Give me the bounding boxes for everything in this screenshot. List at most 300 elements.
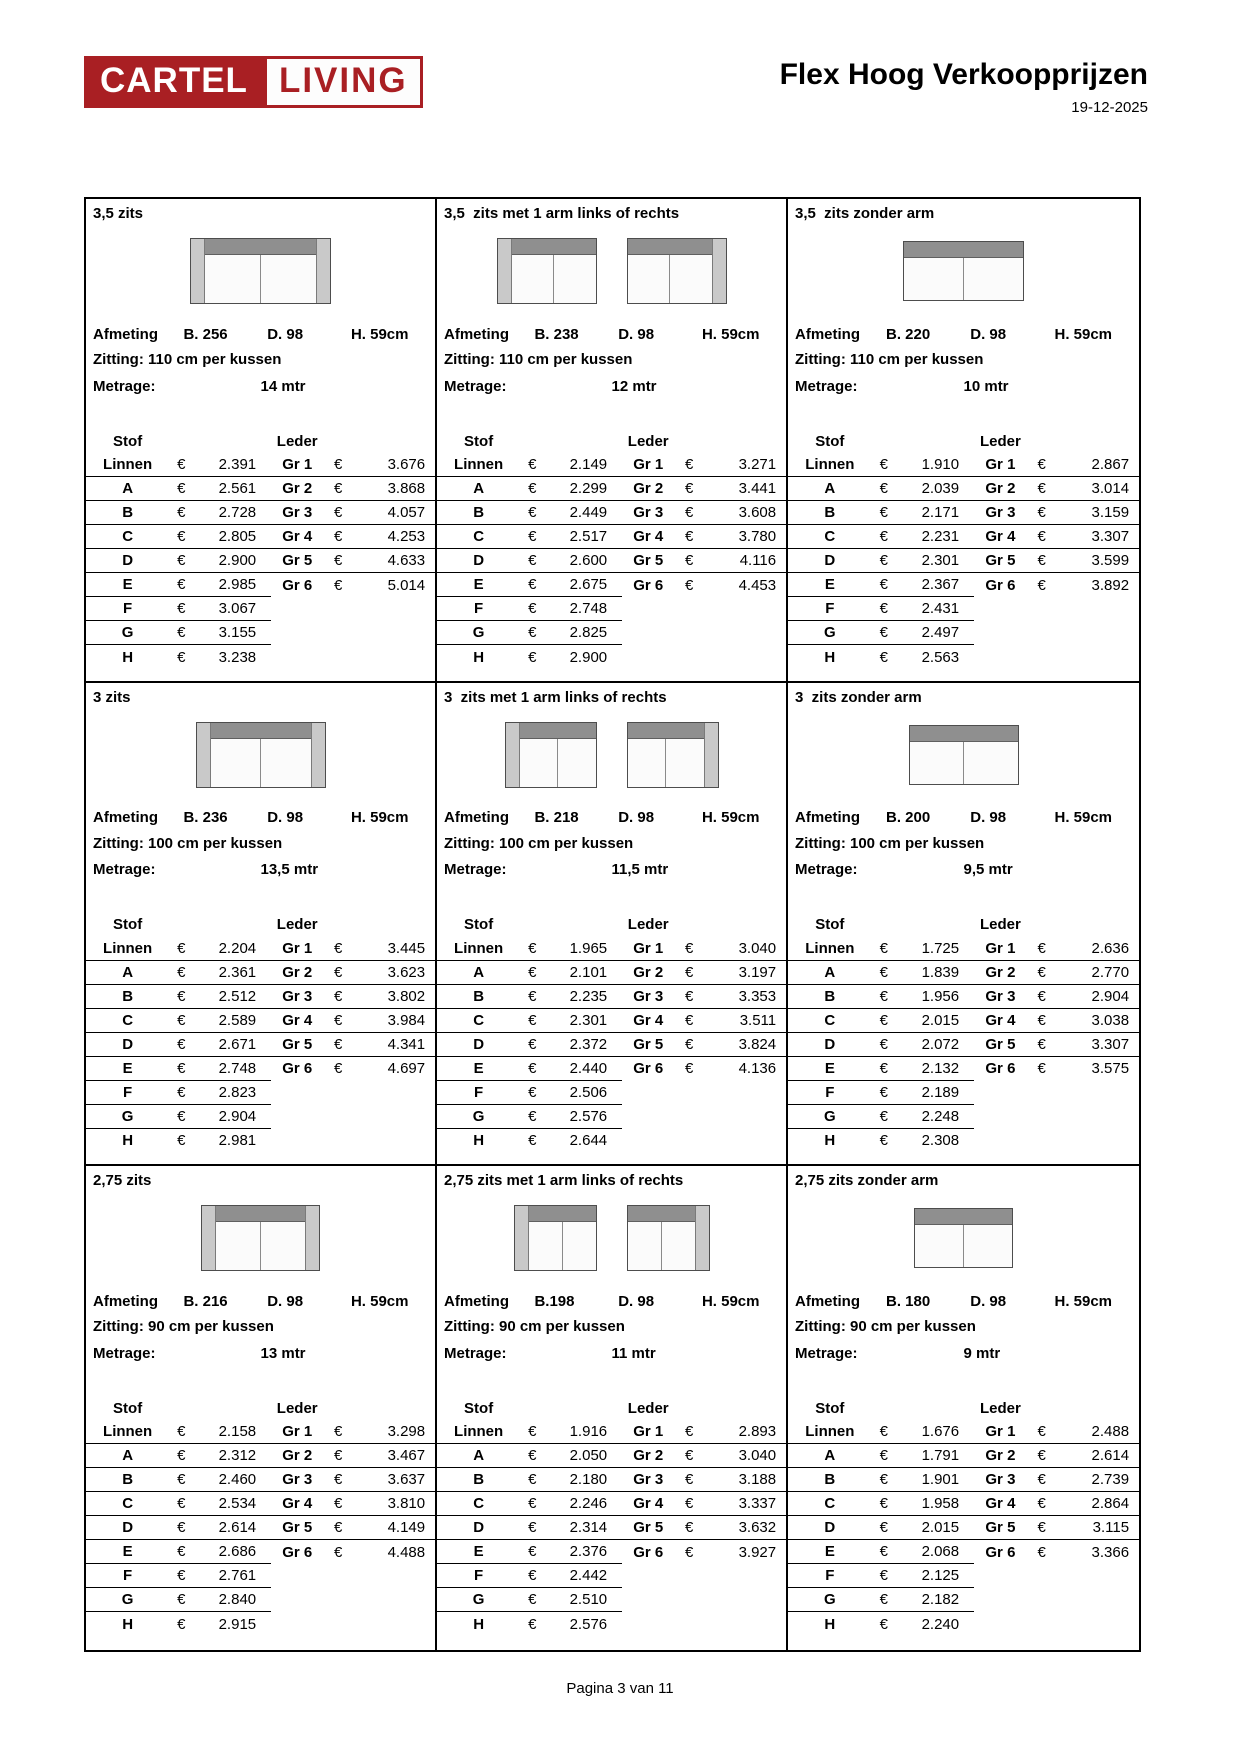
stof-group-label: E <box>473 1059 484 1077</box>
hoogte-value: H. 59cm <box>350 325 409 343</box>
leder-group-label: Gr 6 <box>282 1543 313 1561</box>
metrage-value: 12 mtr <box>611 377 657 395</box>
euro-sign: € <box>1037 1495 1046 1513</box>
stof-price: 2.517 <box>569 528 608 545</box>
stof-group-label: A <box>473 480 485 497</box>
stof-price: 2.563 <box>921 648 960 666</box>
euro-sign: € <box>177 1423 186 1441</box>
stof-column-header: Stof <box>464 432 494 450</box>
dimensions-line <box>788 1288 1139 1314</box>
leder-price: 2.893 <box>738 1423 777 1441</box>
panel-title: 3,5 zits zonder arm <box>795 205 935 222</box>
stof-group-label: D <box>473 1519 485 1537</box>
sofa-arm <box>695 1206 709 1270</box>
euro-sign: € <box>334 1519 343 1537</box>
sofa-cushion <box>563 1222 596 1270</box>
stof-price: 2.915 <box>218 1615 257 1633</box>
leder-price: 3.271 <box>738 456 777 473</box>
stof-group-label: F <box>123 1083 133 1101</box>
sofa-diagram <box>788 1194 1139 1282</box>
leder-group-label: Gr 1 <box>985 1423 1016 1441</box>
euro-sign: € <box>177 528 186 545</box>
leder-price: 3.810 <box>387 1495 426 1513</box>
sofa-shape <box>627 1205 710 1271</box>
stof-price: 2.589 <box>218 1011 257 1029</box>
leder-price: 3.637 <box>387 1471 426 1489</box>
breedte-value: B. 216 <box>183 1292 228 1310</box>
zitting-line: Zitting: 110 cm per kussen <box>444 351 633 368</box>
zitting-line: Zitting: 100 cm per kussen <box>444 834 634 852</box>
euro-sign: € <box>528 528 537 545</box>
dimensions-line <box>86 321 435 347</box>
euro-sign: € <box>334 939 343 957</box>
leder-group-label: Gr 3 <box>985 504 1016 521</box>
stof-group-label: G <box>824 1107 836 1125</box>
euro-sign: € <box>177 1107 186 1125</box>
leder-price: 2.904 <box>1091 987 1130 1005</box>
metrage-value: 11,5 mtr <box>611 861 669 879</box>
price-row <box>437 1516 786 1540</box>
price-row <box>86 1468 435 1492</box>
sofa-shape <box>196 722 326 788</box>
sofa-cushion <box>529 1222 563 1270</box>
stof-group-label: H <box>122 648 134 666</box>
leder-group-label: Gr 6 <box>985 1543 1016 1561</box>
sofa-arm <box>498 239 512 303</box>
afmeting-label: Afmeting <box>444 809 509 827</box>
euro-sign: € <box>879 1447 888 1465</box>
sofa-cushion <box>964 742 1018 784</box>
price-panel <box>437 683 788 1167</box>
stof-group-label: D <box>473 552 485 569</box>
stof-group-label: H <box>122 1615 134 1633</box>
price-row <box>788 1420 1139 1444</box>
price-row <box>437 1129 786 1153</box>
stof-group-label: D <box>122 552 134 569</box>
euro-sign: € <box>177 600 186 617</box>
stof-price: 2.068 <box>921 1543 960 1561</box>
euro-sign: € <box>177 1543 186 1561</box>
leder-price: 4.341 <box>387 1035 426 1053</box>
leder-group-label: Gr 4 <box>633 1495 664 1513</box>
leder-group-label: Gr 5 <box>633 1519 664 1537</box>
euro-sign: € <box>1037 504 1046 521</box>
diepte-value: D. 98 <box>970 1292 1007 1310</box>
stof-column-header: Stof <box>113 916 143 934</box>
table-header-row <box>788 429 1139 453</box>
stof-price: 3.155 <box>218 624 257 641</box>
euro-sign: € <box>177 1615 186 1633</box>
euro-sign: € <box>879 648 888 666</box>
dimensions-line <box>437 321 786 347</box>
price-panel <box>86 683 437 1167</box>
stof-group-label: C <box>473 1011 485 1029</box>
stof-column-header: Stof <box>464 1399 494 1417</box>
stof-group-label: E <box>122 1543 133 1561</box>
leder-group-label: Gr 4 <box>282 1011 313 1029</box>
stof-group-label: A <box>122 480 134 497</box>
leder-price: 3.780 <box>738 528 777 545</box>
leder-price: 4.116 <box>739 552 777 569</box>
stof-price: 2.050 <box>569 1447 608 1465</box>
panel-title: 2,75 zits <box>93 1172 152 1190</box>
stof-group-label: C <box>122 1011 134 1029</box>
sofa-diagram <box>86 1194 435 1282</box>
price-row <box>86 1420 435 1444</box>
stof-price: 2.189 <box>921 1083 960 1101</box>
stof-group-label: A <box>473 963 485 981</box>
price-row <box>86 645 435 669</box>
diepte-value: D. 98 <box>267 325 304 343</box>
euro-sign: € <box>685 480 694 497</box>
euro-sign: € <box>879 1615 888 1633</box>
euro-sign: € <box>528 1035 537 1053</box>
price-row <box>437 1081 786 1105</box>
stof-price: 1.839 <box>921 963 960 981</box>
leder-group-label: Gr 5 <box>282 1519 313 1537</box>
price-row <box>788 1009 1139 1033</box>
metrage-value: 13,5 mtr <box>260 861 319 879</box>
table-header-row <box>86 429 435 453</box>
sofa-backrest <box>520 723 596 739</box>
stof-price: 2.361 <box>218 963 257 981</box>
euro-sign: € <box>685 963 694 981</box>
price-row <box>437 937 786 961</box>
dimensions-line <box>437 1288 786 1314</box>
stof-price: 2.308 <box>921 1132 960 1150</box>
euro-sign: € <box>879 456 888 473</box>
price-table <box>437 1396 786 1636</box>
leder-price: 3.353 <box>738 987 777 1005</box>
stof-price: 2.301 <box>921 552 960 569</box>
sofa-diagram <box>437 711 786 799</box>
stof-group-label: B <box>473 987 485 1005</box>
leder-group-label: Gr 3 <box>633 987 664 1005</box>
sofa-backrest <box>529 1206 596 1222</box>
stof-price: 2.840 <box>218 1591 257 1609</box>
price-row <box>86 1105 435 1129</box>
stof-price: 2.314 <box>569 1519 608 1537</box>
leder-group-label: Gr 3 <box>282 504 313 521</box>
leder-group-label: Gr 5 <box>633 1035 664 1053</box>
leder-price: 2.488 <box>1091 1423 1130 1441</box>
diepte-value: D. 98 <box>618 809 655 827</box>
leder-price: 3.824 <box>738 1035 777 1053</box>
leder-price: 4.633 <box>387 552 426 569</box>
sofa-cushion <box>910 742 965 784</box>
leder-price: 3.040 <box>738 939 777 957</box>
price-row <box>788 1081 1139 1105</box>
euro-sign: € <box>528 456 537 473</box>
sofa-cushion <box>628 1222 662 1270</box>
price-row <box>437 1564 786 1588</box>
euro-sign: € <box>1037 552 1046 569</box>
table-header-row <box>788 1396 1139 1420</box>
euro-sign: € <box>879 963 888 981</box>
euro-sign: € <box>1037 1543 1046 1561</box>
leder-group-label: Gr 1 <box>985 456 1016 473</box>
sofa-arm <box>506 723 520 787</box>
euro-sign: € <box>879 1059 888 1077</box>
sofa-shape <box>914 1208 1013 1268</box>
afmeting-label: Afmeting <box>93 809 158 827</box>
leder-price: 3.298 <box>387 1423 426 1441</box>
stof-price: 1.725 <box>921 939 960 957</box>
breedte-value: B. 200 <box>885 809 931 827</box>
stof-group-label: D <box>824 552 836 569</box>
stof-price: 2.900 <box>218 552 257 569</box>
sofa-diagram <box>86 227 435 315</box>
stof-price: 2.644 <box>569 1132 608 1150</box>
hoogte-value: H. 59cm <box>1054 325 1113 343</box>
euro-sign: € <box>528 600 537 617</box>
leder-price: 2.636 <box>1091 939 1130 957</box>
sofa-cushion <box>670 255 712 303</box>
euro-sign: € <box>879 1132 888 1150</box>
euro-sign: € <box>1037 963 1046 981</box>
euro-sign: € <box>1037 1471 1046 1489</box>
breedte-value: B. 236 <box>183 809 228 827</box>
price-row <box>437 645 786 669</box>
dimensions-line <box>86 1288 435 1314</box>
stof-price: 2.248 <box>921 1107 960 1125</box>
stof-price: 2.180 <box>569 1471 608 1489</box>
leder-group-label: Gr 2 <box>985 480 1016 497</box>
leder-price: 3.676 <box>387 456 426 473</box>
euro-sign: € <box>334 1495 343 1513</box>
stof-price: 2.449 <box>569 504 608 521</box>
leder-group-label: Gr 6 <box>985 576 1016 594</box>
leder-column-header: Leder <box>627 1399 669 1417</box>
panel-title: 3 zits zonder arm <box>795 688 922 706</box>
panel-title: 3,5 zits <box>93 205 144 222</box>
euro-sign: € <box>879 1423 888 1441</box>
price-row <box>86 1564 435 1588</box>
afmeting-label: Afmeting <box>93 1292 158 1310</box>
euro-sign: € <box>685 552 694 569</box>
euro-sign: € <box>685 1423 694 1441</box>
price-panel <box>788 199 1139 683</box>
leder-price: 3.599 <box>1091 552 1130 569</box>
stof-column-header: Stof <box>815 1399 845 1417</box>
stof-group-label: F <box>474 600 484 617</box>
metrage-label: Metrage: <box>444 377 507 395</box>
stof-price: 2.391 <box>218 456 257 473</box>
metrage-label: Metrage: <box>93 377 156 395</box>
euro-sign: € <box>334 1423 343 1441</box>
euro-sign: € <box>177 1567 186 1585</box>
euro-sign: € <box>528 1471 537 1489</box>
leder-group-label: Gr 4 <box>985 1011 1016 1029</box>
euro-sign: € <box>334 1543 343 1561</box>
stof-price: 2.376 <box>569 1543 608 1561</box>
leder-column-header: Leder <box>276 1399 318 1417</box>
stof-price: 2.171 <box>921 504 960 521</box>
euro-sign: € <box>879 1083 888 1101</box>
sofa-backrest <box>628 239 712 255</box>
euro-sign: € <box>177 1132 186 1150</box>
sofa-arm <box>197 723 211 787</box>
page-number: Pagina 3 van 11 <box>566 1680 674 1697</box>
price-row <box>437 525 786 549</box>
stof-group-label: C <box>824 528 836 545</box>
euro-sign: € <box>528 1083 537 1101</box>
stof-group-label: Linnen <box>103 1423 153 1441</box>
sofa-shape <box>190 238 331 304</box>
euro-sign: € <box>177 987 186 1005</box>
euro-sign: € <box>685 1519 694 1537</box>
euro-sign: € <box>177 1059 186 1077</box>
euro-sign: € <box>879 624 888 641</box>
price-panel <box>788 1166 1139 1650</box>
euro-sign: € <box>879 1035 888 1053</box>
euro-sign: € <box>1037 576 1046 594</box>
price-row <box>788 985 1139 1009</box>
euro-sign: € <box>685 1060 694 1078</box>
stof-price: 2.561 <box>218 480 257 497</box>
euro-sign: € <box>334 1011 343 1029</box>
leder-group-label: Gr 2 <box>985 1447 1016 1465</box>
leder-group-label: Gr 5 <box>985 1035 1016 1053</box>
price-row <box>437 1033 786 1057</box>
euro-sign: € <box>879 1519 888 1537</box>
euro-sign: € <box>334 1035 343 1053</box>
stof-price: 2.015 <box>921 1011 960 1029</box>
stof-price: 1.916 <box>569 1423 608 1441</box>
price-row <box>437 573 786 597</box>
stof-price: 1.956 <box>921 987 960 1005</box>
sofa-shape <box>201 1205 320 1271</box>
sofa-arm <box>305 1206 319 1270</box>
zitting-line: Zitting: 110 cm per kussen <box>795 351 984 368</box>
leder-group-label: Gr 5 <box>282 552 313 569</box>
metrage-line <box>86 1340 435 1366</box>
euro-sign: € <box>685 1035 694 1053</box>
euro-sign: € <box>334 552 343 569</box>
price-panel <box>86 1166 437 1650</box>
metrage-line <box>86 857 435 883</box>
price-table <box>86 1396 435 1636</box>
price-row <box>788 453 1139 477</box>
hoogte-value: H. 59cm <box>701 1292 760 1310</box>
euro-sign: € <box>879 552 888 569</box>
stof-group-label: B <box>824 504 836 521</box>
leder-price: 3.115 <box>1092 1519 1130 1537</box>
zitting-line: Zitting: 100 cm per kussen <box>93 834 283 852</box>
euro-sign: € <box>177 576 186 593</box>
metrage-label: Metrage: <box>93 1344 156 1362</box>
leder-price: 3.038 <box>1091 1011 1130 1029</box>
leder-group-label: Gr 4 <box>282 1495 313 1513</box>
page-date: 19-12-2025 <box>1071 99 1148 116</box>
euro-sign: € <box>177 552 186 569</box>
leder-column-header: Leder <box>276 916 318 934</box>
stof-group-label: E <box>824 576 835 593</box>
sofa-diagram <box>86 711 435 799</box>
price-row <box>788 1564 1139 1588</box>
stof-price: 2.761 <box>218 1567 257 1585</box>
leder-column-header: Leder <box>979 916 1021 934</box>
euro-sign: € <box>1037 1519 1046 1537</box>
stof-price: 2.101 <box>569 963 608 981</box>
price-row <box>86 477 435 501</box>
euro-sign: € <box>879 1591 888 1609</box>
metrage-label: Metrage: <box>444 861 507 879</box>
leder-group-label: Gr 3 <box>282 1471 313 1489</box>
leder-group-label: Gr 2 <box>633 480 664 497</box>
euro-sign: € <box>1037 1011 1046 1029</box>
leder-group-label: Gr 5 <box>282 1035 313 1053</box>
price-row <box>788 525 1139 549</box>
table-header-row <box>788 913 1139 937</box>
sofa-arm <box>704 723 718 787</box>
sofa-cushion <box>211 739 262 787</box>
price-row <box>437 549 786 573</box>
stof-price: 2.728 <box>218 504 257 521</box>
panel-title: 2,75 zits met 1 arm links of rechts <box>444 1172 684 1190</box>
stof-group-label: A <box>824 963 836 981</box>
sofa-cushion <box>964 1225 1012 1267</box>
sofa-cushion <box>628 255 671 303</box>
panel-title: 2,75 zits zonder arm <box>795 1172 939 1190</box>
breedte-value: B. 180 <box>885 1292 931 1310</box>
stof-price: 2.367 <box>921 576 960 593</box>
dimensions-line <box>788 805 1139 831</box>
price-row <box>437 961 786 985</box>
dimensions-line <box>86 805 435 831</box>
leder-group-label: Gr 1 <box>633 456 664 473</box>
leder-group-label: Gr 2 <box>633 1447 664 1465</box>
euro-sign: € <box>685 1447 694 1465</box>
afmeting-label: Afmeting <box>444 1292 509 1310</box>
leder-group-label: Gr 6 <box>633 576 664 594</box>
leder-price: 3.445 <box>387 939 426 957</box>
stof-price: 2.125 <box>921 1567 960 1585</box>
stof-price: 2.805 <box>218 528 257 545</box>
afmeting-label: Afmeting <box>444 325 509 343</box>
euro-sign: € <box>334 1471 343 1489</box>
stof-price: 2.442 <box>569 1567 608 1585</box>
sofa-arm <box>191 239 205 303</box>
stof-group-label: E <box>473 576 484 593</box>
euro-sign: € <box>528 1132 537 1150</box>
stof-group-label: A <box>473 1447 485 1465</box>
euro-sign: € <box>177 1447 186 1465</box>
price-row <box>437 477 786 501</box>
euro-sign: € <box>685 1543 694 1561</box>
price-row <box>437 453 786 477</box>
euro-sign: € <box>879 1107 888 1125</box>
euro-sign: € <box>177 480 186 497</box>
metrage-value: 10 mtr <box>963 377 1009 395</box>
leder-price: 3.366 <box>1091 1543 1130 1561</box>
stof-group-label: H <box>824 1615 836 1633</box>
stof-group-label: G <box>472 624 485 641</box>
euro-sign: € <box>685 1011 694 1029</box>
metrage-value: 11 mtr <box>611 1344 656 1362</box>
stof-group-label: Linnen <box>454 939 504 957</box>
price-row <box>437 1492 786 1516</box>
price-row <box>788 621 1139 645</box>
hoogte-value: H. 59cm <box>350 809 409 827</box>
price-row <box>86 1540 435 1564</box>
price-table <box>437 913 786 1153</box>
leder-group-label: Gr 2 <box>633 963 664 981</box>
euro-sign: € <box>1037 456 1046 473</box>
price-row <box>788 573 1139 597</box>
stof-group-label: D <box>473 1035 485 1053</box>
leder-price: 3.575 <box>1091 1060 1130 1078</box>
